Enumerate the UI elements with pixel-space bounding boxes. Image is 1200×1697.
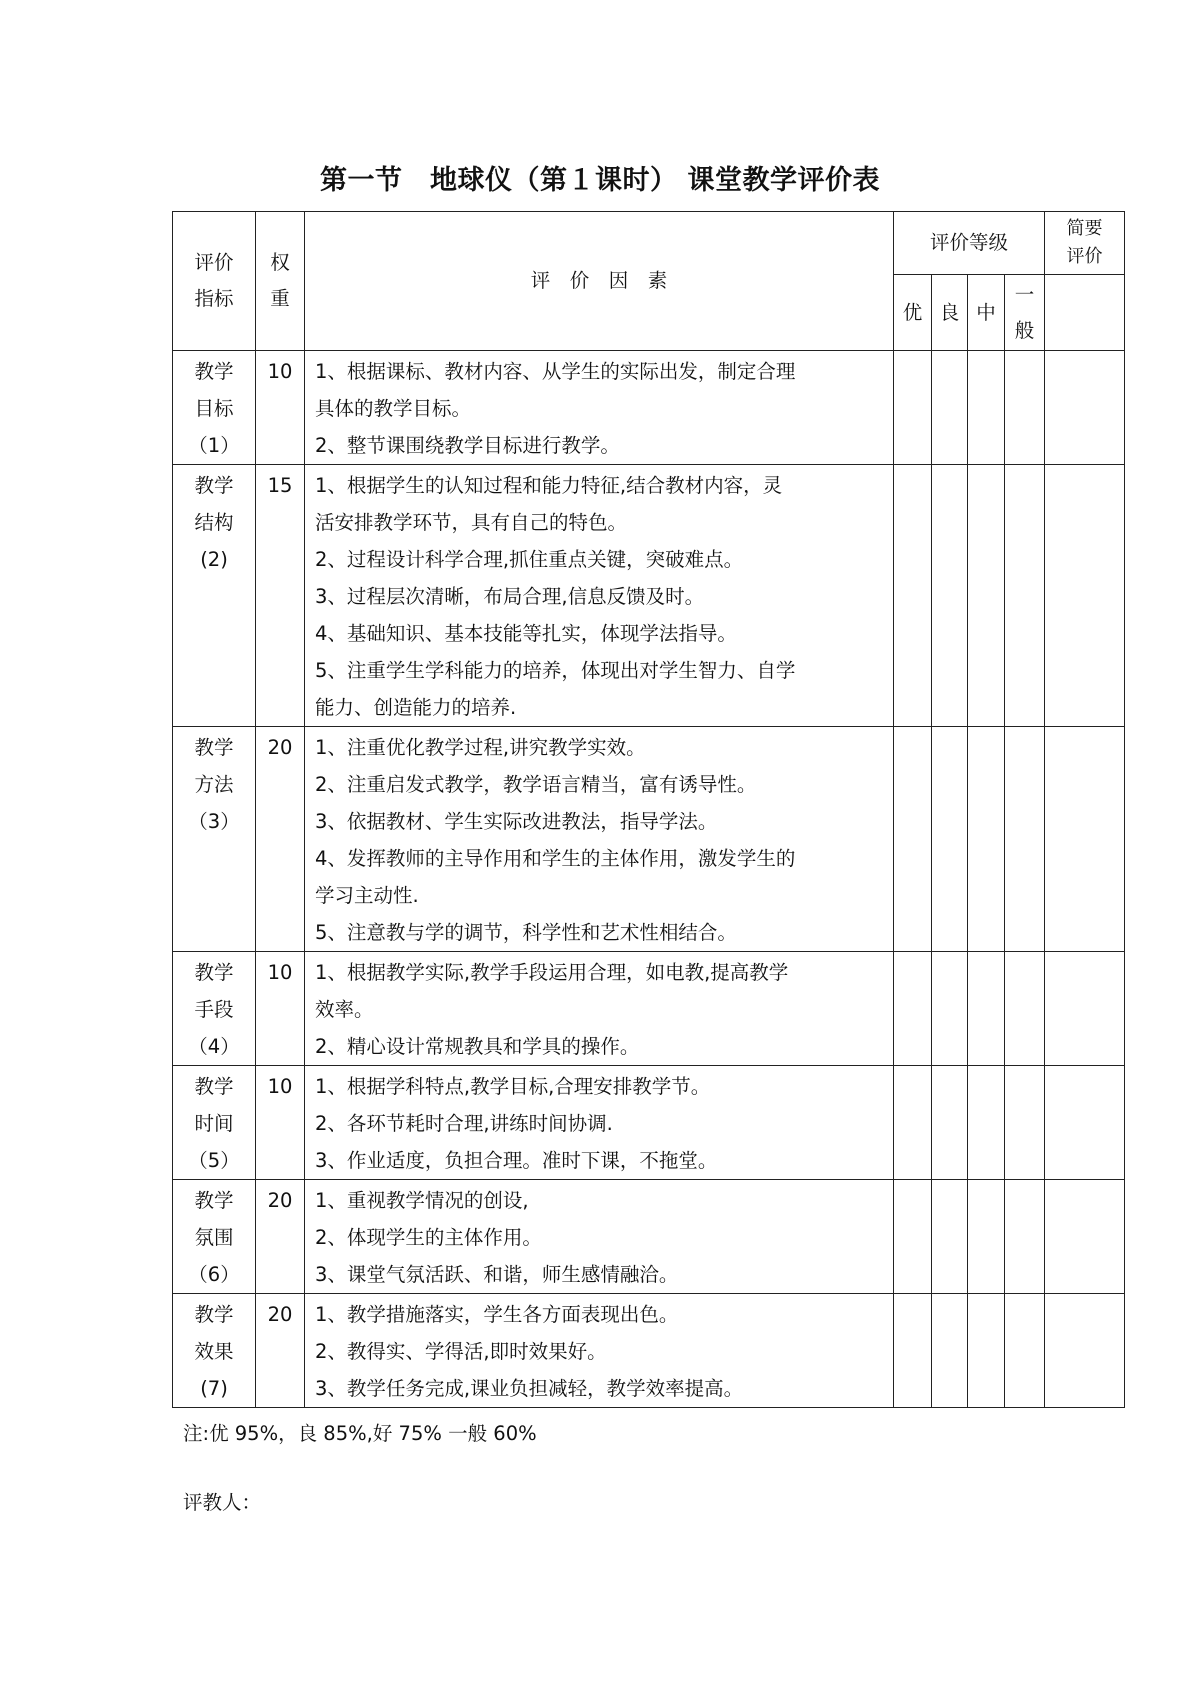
table-row — [173, 952, 1125, 1066]
header-weight: 权 重 — [256, 212, 305, 351]
factor-line: 1、根据学科特点,教学目标,合理安排教学节。 — [315, 1075, 711, 1098]
brief-cell[interactable] — [1045, 1180, 1125, 1294]
factor-line: 活安排教学环节，具有自己的特色。 — [315, 511, 628, 534]
grade-cell[interactable] — [1005, 1066, 1045, 1180]
factor-line: 2、体现学生的主体作用。 — [315, 1226, 542, 1249]
row-indicator: 教学 结构 (2) — [173, 465, 256, 727]
table-row — [173, 465, 1125, 727]
table-row — [173, 351, 1125, 465]
factor-line: 1、根据课标、教材内容、从学生的实际出发，制定合理 — [315, 360, 796, 383]
factor-line: 3、作业适度，负担合理。准时下课，不拖堂。 — [315, 1149, 718, 1172]
grade-cell[interactable] — [1005, 727, 1045, 952]
grade-cell[interactable] — [1005, 465, 1045, 727]
table-row — [173, 727, 1125, 952]
grade-cell[interactable] — [894, 952, 932, 1066]
factor-line: 3、课堂气氛活跃、和谐，师生感情融洽。 — [315, 1263, 679, 1286]
grade-cell[interactable] — [932, 1294, 968, 1408]
grade-cell[interactable] — [1005, 1294, 1045, 1408]
row-weight: 15 — [256, 465, 305, 727]
table-row — [173, 1294, 1125, 1408]
factor-line: 1、重视教学情况的创设, — [315, 1189, 529, 1212]
factor-line: 2、各环节耗时合理,讲练时间协调. — [315, 1112, 613, 1135]
row-factors — [305, 1066, 894, 1180]
brief-cell[interactable] — [1045, 351, 1125, 465]
grade-cell[interactable] — [894, 1180, 932, 1294]
factor-line: 效率。 — [315, 998, 374, 1021]
row-weight: 20 — [256, 727, 305, 952]
factor-line: 3、教学任务完成,课业负担减轻，教学效率提高。 — [315, 1377, 744, 1400]
row-factors — [305, 727, 894, 952]
grade-cell[interactable] — [932, 952, 968, 1066]
brief-cell[interactable] — [1045, 465, 1125, 727]
row-indicator: 教学 氛围 （6） — [173, 1180, 256, 1294]
grade-cell[interactable] — [968, 351, 1005, 465]
factor-line: 1、注重优化教学过程,讲究教学实效。 — [315, 736, 646, 759]
row-factors — [305, 1180, 894, 1294]
row-indicator: 教学 效果 (7) — [173, 1294, 256, 1408]
row-indicator: 教学 时间 （5） — [173, 1066, 256, 1180]
factor-line: 1、教学措施落实，学生各方面表现出色。 — [315, 1303, 679, 1326]
grade-cell[interactable] — [894, 727, 932, 952]
row-indicator: 教学 目标 （1） — [173, 351, 256, 465]
grade-note: 注:优 95%，良 85%,好 75% 一般 60% — [183, 1422, 537, 1445]
factor-line: 5、注意教与学的调节，科学性和艺术性相结合。 — [315, 921, 737, 944]
row-indicator: 教学 方法 （3） — [173, 727, 256, 952]
evaluation-table — [172, 211, 1125, 1408]
header-grade: 评价等级 — [894, 212, 1045, 275]
table-row — [173, 1066, 1125, 1180]
grade-good: 良 — [932, 275, 968, 351]
grade-cell[interactable] — [968, 465, 1005, 727]
grade-cell[interactable] — [968, 1294, 1005, 1408]
grade-cell[interactable] — [932, 1066, 968, 1180]
row-weight: 20 — [256, 1294, 305, 1408]
row-factors — [305, 1294, 894, 1408]
factor-line: 具体的教学目标。 — [315, 397, 472, 420]
header-factors: 评 价 因 素 — [305, 212, 894, 351]
grade-medium: 中 — [968, 275, 1005, 351]
grade-cell[interactable] — [894, 351, 932, 465]
row-weight: 20 — [256, 1180, 305, 1294]
grade-cell[interactable] — [894, 1066, 932, 1180]
factor-line: 4、基础知识、基本技能等扎实，体现学法指导。 — [315, 622, 737, 645]
factor-line: 5、注重学生学科能力的培养，体现出对学生智力、自学 — [315, 659, 796, 682]
evaluator-label: 评教人： — [183, 1491, 262, 1514]
grade-cell[interactable] — [1005, 952, 1045, 1066]
factor-line: 2、过程设计科学合理,抓住重点关键，突破难点。 — [315, 548, 744, 571]
grade-cell[interactable] — [932, 1180, 968, 1294]
brief-cell[interactable] — [1045, 727, 1125, 952]
grade-cell[interactable] — [894, 465, 932, 727]
factor-line: 1、根据教学实际,教学手段运用合理，如电教,提高教学 — [315, 961, 789, 984]
page-title: 第一节 地球仪（第１课时） 课堂教学评价表 — [320, 165, 880, 196]
grade-cell[interactable] — [932, 465, 968, 727]
factor-line: 能力、创造能力的培养. — [315, 696, 517, 719]
header-brief: 简要 评价 — [1045, 212, 1125, 275]
factor-line: 4、发挥教师的主导作用和学生的主体作用，激发学生的 — [315, 847, 796, 870]
row-factors — [305, 952, 894, 1066]
header-indicator: 评价 指标 — [173, 212, 256, 351]
grade-cell[interactable] — [932, 727, 968, 952]
grade-cell[interactable] — [968, 727, 1005, 952]
factor-line: 2、注重启发式教学，教学语言精当，富有诱导性。 — [315, 773, 757, 796]
brief-empty — [1045, 275, 1125, 351]
brief-cell[interactable] — [1045, 1066, 1125, 1180]
grade-average: 一 般 — [1005, 275, 1045, 351]
row-weight: 10 — [256, 351, 305, 465]
factor-line: 1、根据学生的认知过程和能力特征,结合教材内容，灵 — [315, 474, 783, 497]
row-weight: 10 — [256, 952, 305, 1066]
grade-cell[interactable] — [932, 351, 968, 465]
factor-line: 3、过程层次清晰，布局合理,信息反馈及时。 — [315, 585, 705, 608]
row-factors — [305, 465, 894, 727]
factor-line: 2、教得实、学得活,即时效果好。 — [315, 1340, 607, 1363]
brief-cell[interactable] — [1045, 1294, 1125, 1408]
grade-cell[interactable] — [968, 952, 1005, 1066]
grade-cell[interactable] — [894, 1294, 932, 1408]
factor-line: 学习主动性. — [315, 884, 419, 907]
grade-cell[interactable] — [1005, 1180, 1045, 1294]
row-weight: 10 — [256, 1066, 305, 1180]
row-factors — [305, 351, 894, 465]
brief-cell[interactable] — [1045, 952, 1125, 1066]
grade-cell[interactable] — [968, 1066, 1005, 1180]
factor-line: 2、整节课围绕教学目标进行教学。 — [315, 434, 620, 457]
table-row — [173, 1180, 1125, 1294]
grade-excellent: 优 — [894, 275, 932, 351]
grade-cell[interactable] — [968, 1180, 1005, 1294]
row-indicator: 教学 手段 （4） — [173, 952, 256, 1066]
factor-line: 3、依据教材、学生实际改进教法，指导学法。 — [315, 810, 718, 833]
grade-cell[interactable] — [1005, 351, 1045, 465]
factor-line: 2、精心设计常规教具和学具的操作。 — [315, 1035, 640, 1058]
